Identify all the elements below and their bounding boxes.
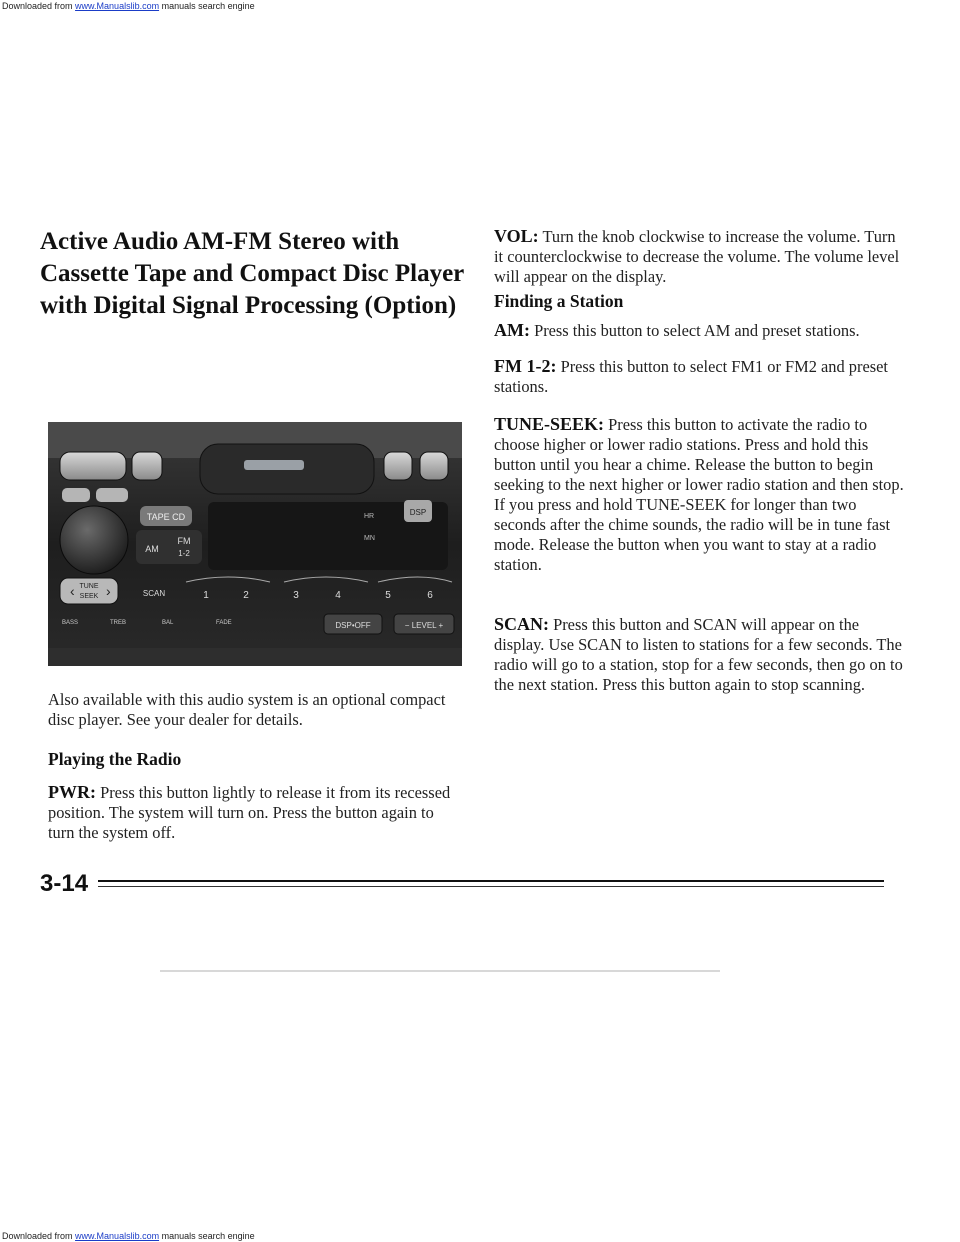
bass-label: BASS <box>62 620 79 626</box>
header-suffix: manuals search engine <box>159 1 255 11</box>
footer-prefix: Downloaded from <box>2 1231 76 1241</box>
vol-label: VOL: <box>494 226 539 246</box>
fm-label-text: FM 1-2: <box>494 356 557 376</box>
tune-seek-label: TUNE-SEEK: <box>494 414 605 434</box>
scan-text: Press this button and SCAN will appear on the display. Use SCAN to listen to stations for a few seconds. The radio will go to a station, stop for a few seconds, then go on to the next station. Press this button again to stop scanning. <box>494 615 903 694</box>
seek-left-arrow: ‹ <box>70 583 75 599</box>
radio-faceplate-image <box>48 422 462 666</box>
bal-label: BAL <box>162 620 174 626</box>
am-label-text: AM: <box>494 320 530 340</box>
tune-seek-text: Press this button to activate the radio to choose higher or lower radio stations. Press and hold this button until you hear a chime. Release the button to begin seeking to the next higher or lower radio station and then stop. If you press and hold TUNE-SEEK for longer than two seconds after the chime sounds, the radio will be in tune fast mode. Release the button when you want to stay at a radio station. <box>494 415 904 574</box>
dsp-label: DSP <box>409 508 427 517</box>
preset-5: 5 <box>385 590 391 601</box>
am-text: Press this button to select AM and preset stations. <box>529 321 860 340</box>
header-manualslib-link[interactable]: www.Manualslib.com <box>75 1 160 11</box>
vol-paragraph <box>494 226 906 287</box>
fade-label: FADE <box>216 620 232 626</box>
preset-2: 2 <box>243 590 249 601</box>
header-prefix: Downloaded from <box>2 1 76 11</box>
am-paragraph <box>494 320 906 341</box>
level-label: − LEVEL + <box>404 621 444 630</box>
footer-manualslib-link[interactable]: www.Manualslib.com <box>75 1231 160 1241</box>
pwr-paragraph <box>48 782 458 843</box>
mn-label: MN <box>364 535 375 542</box>
scan-artifact-line <box>160 970 720 972</box>
fm-label: FM <box>177 536 191 546</box>
pwr-text: Press this button lightly to release it from its recessed position. The system will turn on. Press the button again to turn the system off. <box>48 783 451 842</box>
preset-4: 4 <box>335 590 341 601</box>
download-header <box>0 0 960 12</box>
fm-text: Press this button to select FM1 or FM2 and preset stations. <box>494 357 888 396</box>
dsp-off-label: DSP•OFF <box>335 621 371 630</box>
seek-label: SEEK <box>79 593 99 600</box>
page-title: Active Audio AM-FM Stereo with Cassette Tape and Compact Disc Player with Digital Signal Processing (Option) <box>40 228 464 319</box>
tune-seek-paragraph <box>494 414 906 575</box>
playing-radio-heading: Playing the Radio <box>48 749 182 769</box>
am-label: AM <box>145 544 159 554</box>
scan-label: SCAN <box>142 589 166 598</box>
treb-label: TREB <box>110 620 127 626</box>
scan-paragraph <box>494 614 906 695</box>
page-number: 3-14 <box>40 870 89 897</box>
footer-suffix: manuals search engine <box>159 1231 255 1241</box>
download-footer <box>0 1230 960 1242</box>
vol-text: Turn the knob clockwise to increase the volume. Turn it counterclockwise to decrease the volume. The volume level will appear on the display. <box>494 227 900 286</box>
preset-3: 3 <box>293 590 299 601</box>
finding-station-heading: Finding a Station <box>494 291 624 311</box>
footer-rule-thin <box>98 886 884 887</box>
footer-rule-thick <box>98 880 884 882</box>
pwr-label: PWR: <box>48 782 96 802</box>
also-available-paragraph: Also available with this audio system is an optional compact disc player. See your dealer for details. <box>48 690 446 729</box>
fm-paragraph <box>494 356 906 397</box>
seek-right-arrow: › <box>106 583 111 599</box>
scan-label-text: SCAN: <box>494 614 550 634</box>
preset-6: 6 <box>427 590 433 601</box>
tune-label: TUNE <box>79 583 99 590</box>
tape-cd-label: TAPE CD <box>146 512 186 522</box>
preset-1: 1 <box>203 590 209 601</box>
hr-label: HR <box>364 513 375 520</box>
fm12-label: 1-2 <box>178 549 190 558</box>
